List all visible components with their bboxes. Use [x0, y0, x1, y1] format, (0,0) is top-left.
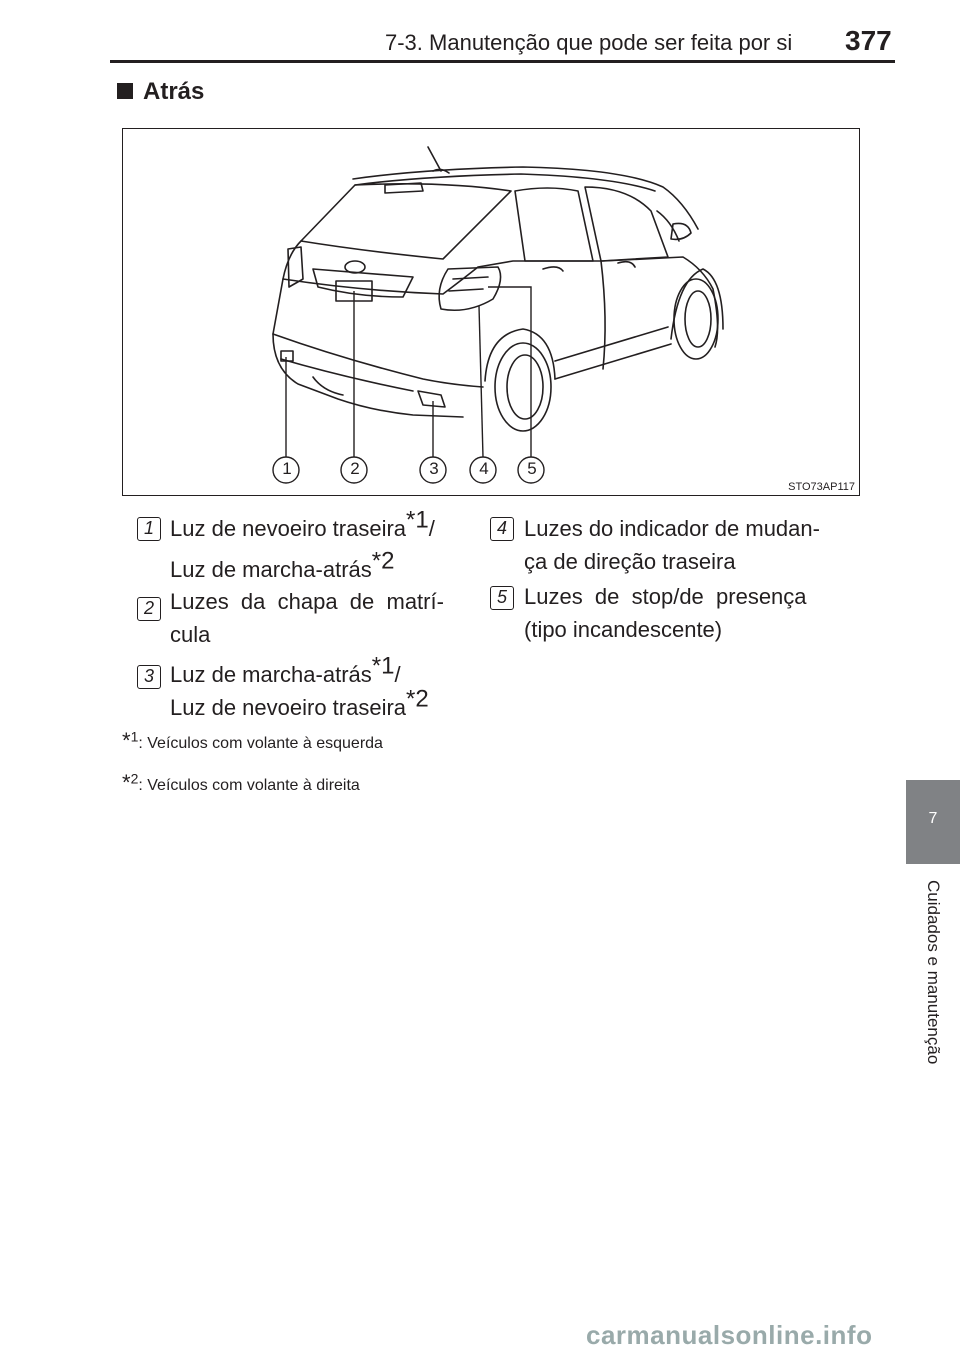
item-text-line: cula [170, 622, 211, 647]
item-text-line: (tipo incandescente) [524, 617, 723, 642]
callout-label: 2 [350, 459, 360, 478]
chapter-label-text: Cuidados e manutenção [924, 880, 943, 1065]
list-item [170, 652, 470, 724]
section-title-text: Atrás [143, 78, 205, 105]
callout-label: 1 [282, 459, 292, 478]
item-number-badge: 2 [139, 596, 159, 620]
item-text-line: Luz de marcha-atrás [170, 557, 372, 582]
list-item [524, 512, 854, 578]
footnote-ref: *1 [406, 506, 429, 534]
car-rear-illustration [123, 129, 861, 497]
item-number-badge: 4 [492, 516, 512, 540]
section-title [117, 78, 204, 106]
list-item [524, 580, 854, 646]
footnote-sup: 1 [130, 728, 139, 745]
item-separator: / [428, 516, 435, 541]
car-rear-figure [122, 128, 860, 496]
page-number: 377 [845, 25, 892, 56]
footnote-mark: * [122, 770, 131, 795]
watermark: carmanualsonline.info [586, 1320, 873, 1350]
chapter-number: 7 [928, 810, 938, 827]
item-number-badge: 1 [139, 516, 159, 540]
item-text-line: Luz de nevoeiro traseira [170, 695, 407, 720]
item-number-badge: 5 [492, 585, 512, 609]
item-text-line: Luz de marcha-atrás [170, 662, 372, 687]
footnote-ref: *2 [371, 547, 395, 575]
callout-label: 5 [527, 459, 537, 478]
footnote-text: : Veículos com volante à esquerda [138, 735, 383, 752]
list-item [170, 506, 470, 586]
item-number-badge: 3 [139, 664, 159, 688]
footnote-sup: 2 [130, 770, 139, 787]
footnote-ref: *1 [371, 652, 395, 680]
item-separator: / [394, 662, 401, 687]
item-text-line: Luzes do indicador de mudan- [524, 516, 820, 541]
footnote-ref: *2 [406, 685, 429, 713]
footnote-text: : Veículos com volante à direita [138, 777, 360, 794]
figure-code: STO73AP117 [788, 481, 855, 493]
header-rule [110, 60, 895, 63]
item-text-line: Luzes da chapa de matrí- [170, 589, 444, 614]
item-text-line: ça de direção traseira [524, 549, 736, 574]
list-item [170, 585, 470, 651]
callout-label: 3 [429, 459, 439, 478]
callout-label: 4 [479, 459, 489, 478]
footnote [122, 728, 383, 754]
footnote-mark: * [122, 728, 131, 753]
header-section-title: 7-3. Manutenção que pode ser feita por si [385, 30, 793, 55]
item-text-line: Luzes de stop/de presença [524, 584, 807, 609]
footnote [122, 770, 360, 796]
square-bullet-icon [117, 83, 133, 99]
chapter-label [906, 870, 960, 1110]
item-text-line: Luz de nevoeiro traseira [170, 516, 407, 541]
chapter-tab[interactable] [906, 780, 960, 864]
